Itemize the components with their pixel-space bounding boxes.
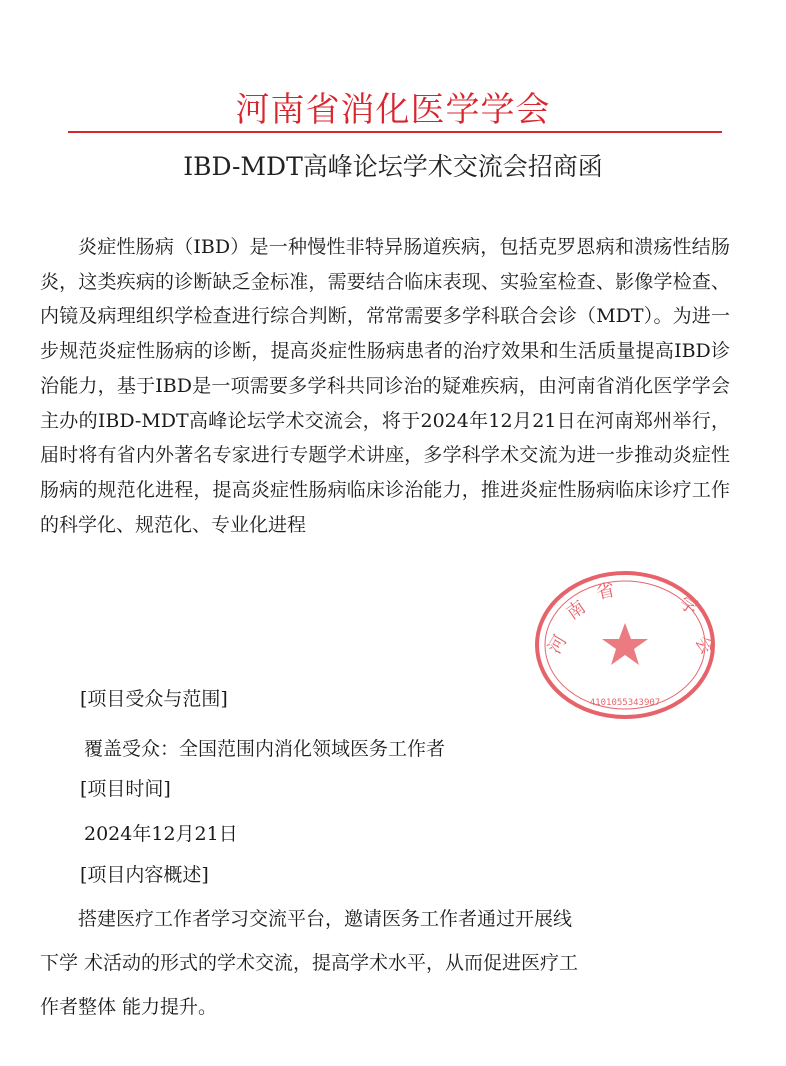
header-divider bbox=[68, 131, 722, 133]
svg-text:会: 会 bbox=[690, 632, 718, 659]
audience-heading: [项目受众与范围] bbox=[80, 688, 228, 710]
content-heading: [项目内容概述] bbox=[80, 864, 209, 886]
svg-text:省: 省 bbox=[594, 579, 617, 604]
content-line-2: 下学 术活动的形式的学术交流，提高学术水平，从而促进医疗工 bbox=[40, 952, 579, 974]
svg-text:河: 河 bbox=[544, 631, 572, 658]
audience-text: 覆盖受众：全国范围内消化领域医务工作者 bbox=[84, 738, 446, 760]
content-line-1: 搭建医疗工作者学习交流平台，邀请医务工作者通过开展线 bbox=[78, 908, 573, 930]
official-seal-icon bbox=[530, 565, 720, 725]
organization-header: 河南省消化医学学会 bbox=[235, 90, 551, 130]
time-heading: [项目时间] bbox=[80, 778, 171, 800]
content-line-3: 作者整体 能力提升。 bbox=[40, 996, 218, 1018]
svg-text:南: 南 bbox=[562, 596, 590, 625]
intro-paragraph: 炎症性肠病（IBD）是一种慢性非特异肠道疾病，包括克罗恩病和溃疡性结肠炎，这类疾病的诊断缺乏金标准，需要结合临床表现、实验室检查、影像学检查、内镜及病理组织学检查进行综合判断，常常需要多学科联合会诊（MDT）。为进一步规范炎症性肠病的诊断，提高炎症性肠病患者的治疗效果和生活质量提高IBD诊治能力，基于IBD是一项需要多学科共同诊治的疑难疾病，由河南省消化医学学会主办的IBD-MDT高峰论坛学术交流会，将于2024年12月21日在河南郑州举行，届时将有省内外著名专家进行专题学术讲座，多学科学术交流为进一步推动炎症性肠病的规范化进程，提高炎症性肠病临床诊治能力，推进炎症性肠病临床诊疗工作的科学化、规范化、专业化进程 bbox=[40, 236, 730, 536]
svg-text:学: 学 bbox=[675, 591, 702, 620]
content-overview bbox=[40, 897, 720, 1029]
time-text: 2024年12月21日 bbox=[84, 823, 238, 845]
document-title: IBD-MDT高峰论坛学术交流会招商函 bbox=[183, 152, 603, 181]
seal-number: 4101055343907 bbox=[589, 698, 661, 708]
